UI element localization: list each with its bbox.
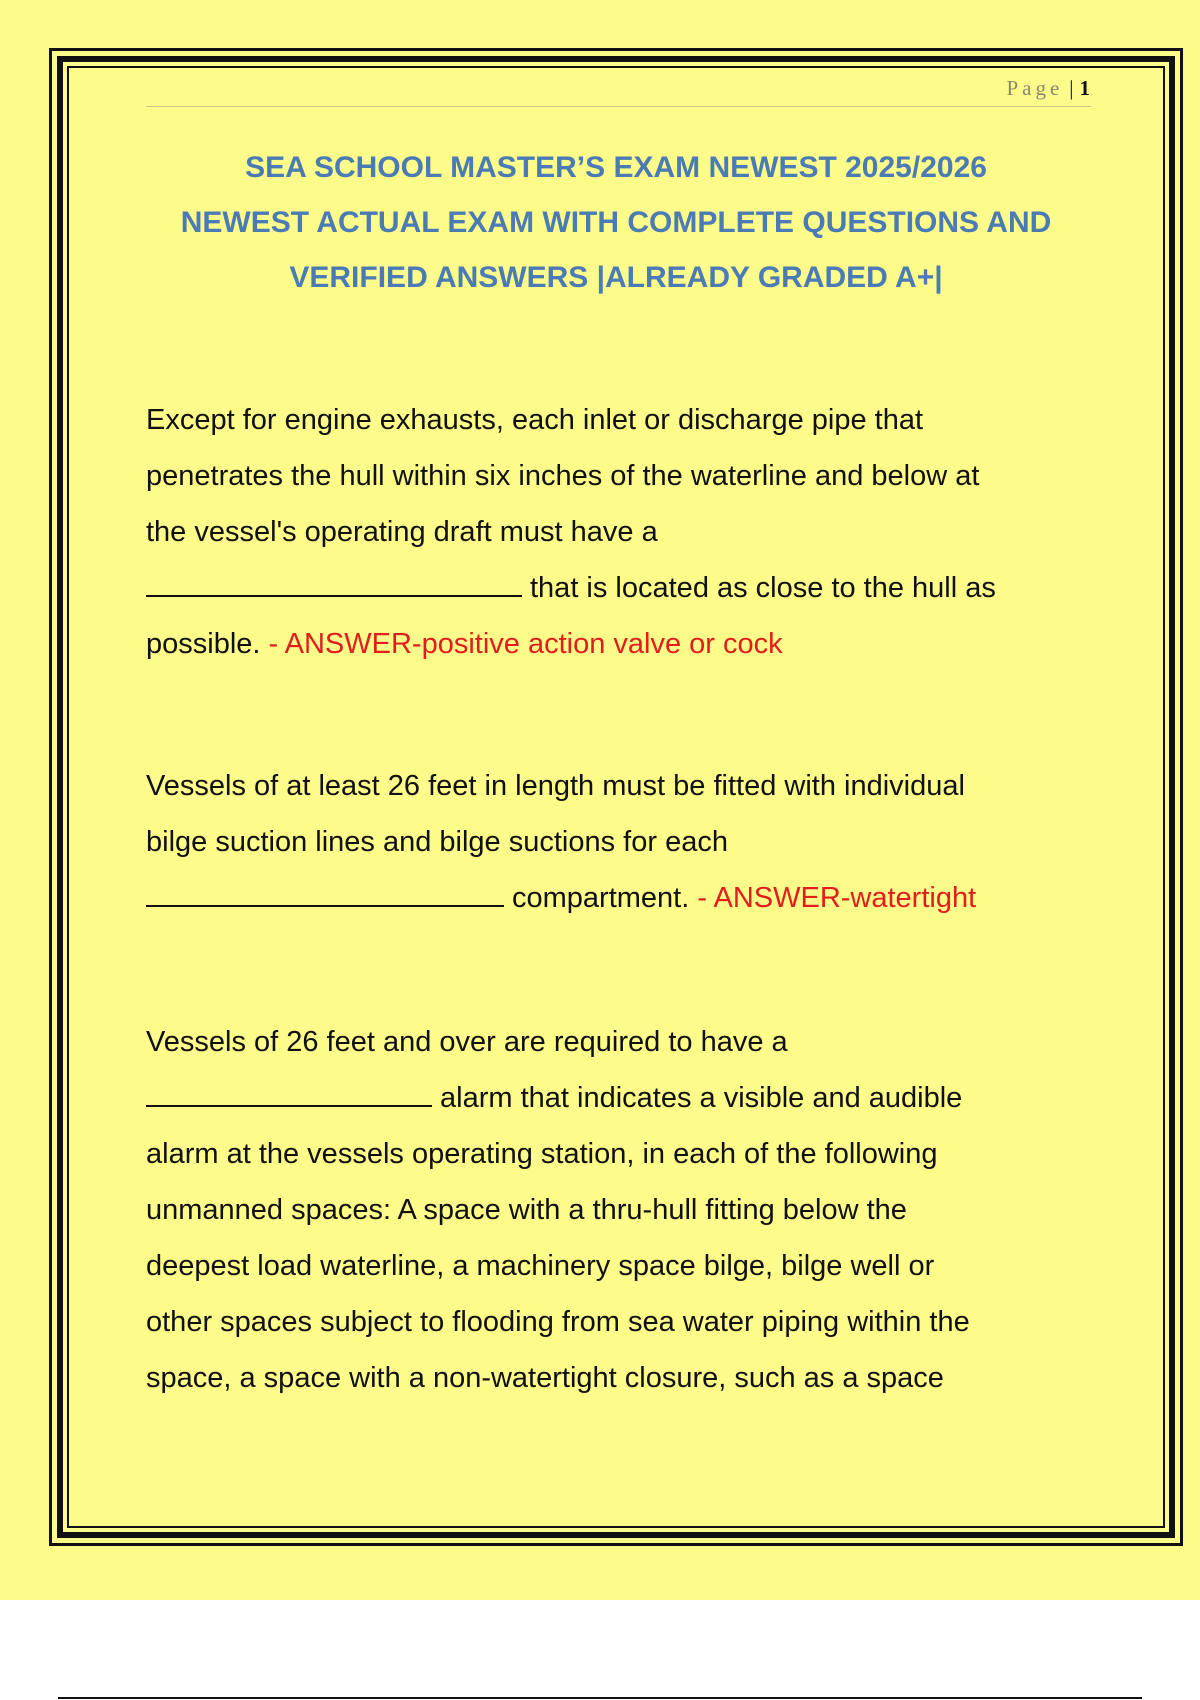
document-title (120, 140, 1112, 305)
question-2-line-2: bilge suction lines and bilge suctions for each (146, 826, 728, 858)
question-3 (146, 1014, 1106, 1406)
answer-blank (146, 1083, 432, 1107)
question-3-line-3: alarm at the vessels operating station, in each of the following (146, 1138, 938, 1170)
question-3-line-1: Vessels of 26 feet and over are required to have a (146, 1026, 788, 1058)
question-3-after-blank: alarm that indicates a visible and audible (440, 1082, 963, 1114)
question-2-after-blank: compartment. (512, 882, 690, 914)
next-page-edge (58, 1697, 1142, 1699)
page-number-header (1006, 76, 1090, 101)
page-number: 1 (1079, 76, 1090, 100)
title-line-2: NEWEST ACTUAL EXAM WITH COMPLETE QUESTIONS AND (180, 206, 1052, 239)
question-1-blank-line (146, 560, 1106, 616)
question-3-line-7: space, a space with a non-watertight closure, such as a space (146, 1362, 944, 1394)
question-1 (146, 392, 1106, 672)
title-line-3: VERIFIED ANSWERS |ALREADY GRADED A+| (289, 261, 943, 294)
question-1-answer: - ANSWER-positive action valve or cock (268, 628, 783, 660)
header-rule (146, 106, 1091, 107)
answer-blank (146, 573, 522, 597)
question-1-end-text: possible. (146, 628, 261, 660)
question-1-line-2: penetrates the hull within six inches of the waterline and below at (146, 460, 980, 492)
question-1-line-1: Except for engine exhausts, each inlet or discharge pipe that (146, 404, 924, 436)
question-2 (146, 758, 1106, 926)
question-2-line-1: Vessels of at least 26 feet in length must be fitted with individual (146, 770, 965, 802)
question-3-line-4: unmanned spaces: A space with a thru-hull fitting below the (146, 1194, 907, 1226)
page-separator: | (1069, 76, 1074, 100)
question-3-line-5: deepest load waterline, a machinery space bilge, bilge well or (146, 1250, 935, 1282)
question-1-line-3: the vessel's operating draft must have a (146, 516, 658, 548)
title-line-1: SEA SCHOOL MASTER’S EXAM NEWEST 2025/2026 (245, 151, 987, 184)
question-2-answer: - ANSWER-watertight (697, 882, 977, 914)
question-3-line-6: other spaces subject to flooding from sea water piping within the (146, 1306, 970, 1338)
page-word: Page (1006, 76, 1064, 100)
question-2-blank-line (146, 870, 1106, 926)
question-1-last-line (146, 616, 1106, 672)
answer-blank (146, 883, 504, 907)
question-1-after-blank: that is located as close to the hull as (530, 572, 996, 604)
question-3-blank-line (146, 1070, 1106, 1126)
